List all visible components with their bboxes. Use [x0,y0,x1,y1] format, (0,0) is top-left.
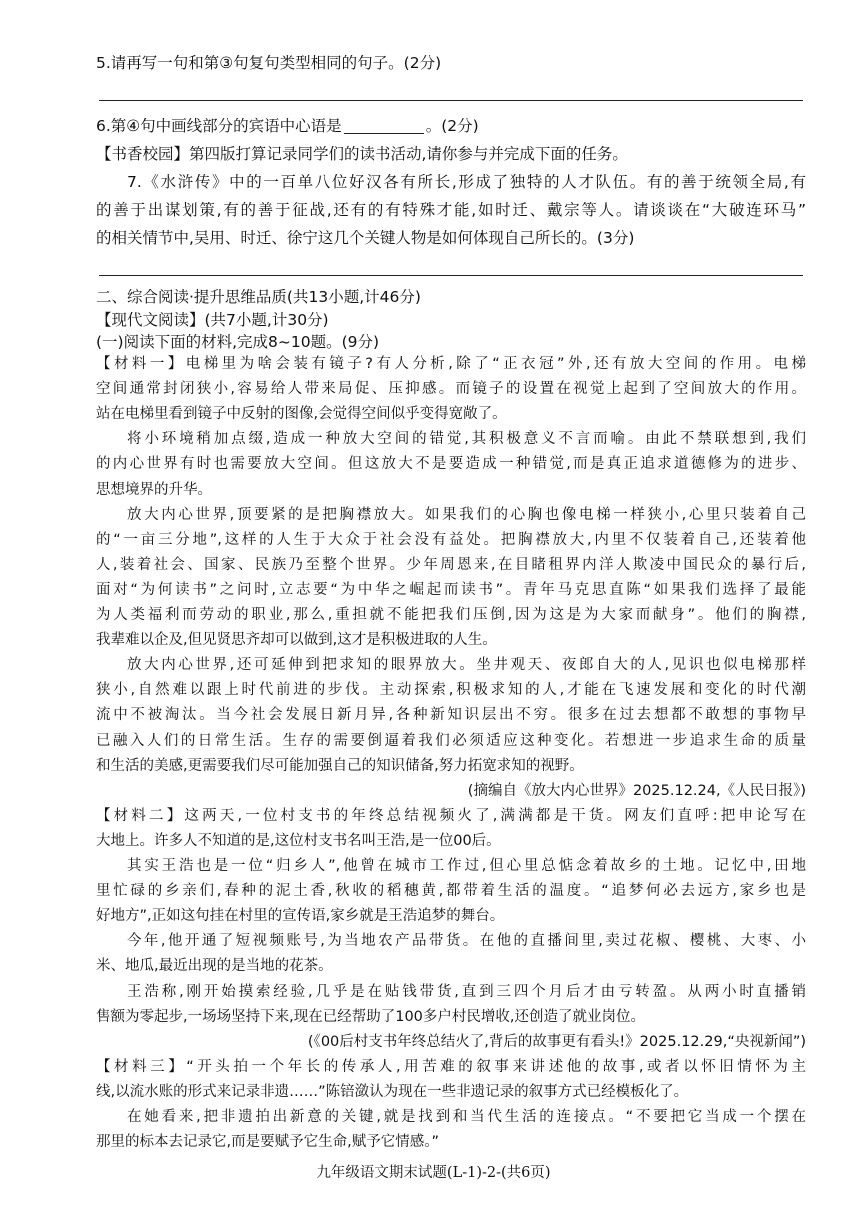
material-text-line: 流中不被淘汰。当今社会发展日新月异,各种新知识层出不穷。很多在过去想都不敢想的事物早 [96,707,806,724]
material-text-line: 面对“为何读书”之问时,立志要“为中华之崛起而读书”。青年马克思直陈“如果我们选择了最能 [96,581,806,598]
material-text-line: 已融入人们的日常生活。生存的需要倒逼着我们必须适应这种变化。若想进一步追求生命的质量 [96,732,806,749]
material-source: (摘编自《放大内心世界》2025.12.24,《人民日报》) [467,782,806,799]
material-source: (《00后村支书年终总结火了,背后的故事更有看头!》2025.12.29,“央视新闻”) [307,1033,806,1050]
material-text-line: 站在电梯里看到镜子中反射的图像,会觉得空间似乎变得宽敞了。 [96,406,507,423]
answer-line-q5 [99,100,803,101]
material-text-line: 里忙碌的乡亲们,春种的泥土香,秋收的稻穗黄,都带着生活的温度。“追梦何必去远方,家乡也是 [96,883,806,900]
material-text-line: 【材料二】这两天,一位村支书的年终总结视频火了,满满都是干货。网友们直呼:把申论写在 [96,807,806,824]
question-7-line: 的相关情节中,吴用、时迁、徐宁这几个关键人物是如何体现自己所长的。(3分) [96,229,635,247]
material-text-line: 米、地瓜,最近出现的是当地的花茶。 [96,958,333,975]
material-text-line: 放大内心世界,还可延伸到把求知的眼界放大。坐井观天、夜郎自大的人,见识也似电梯那样 [127,657,806,674]
material-text-line: 大地上。许多人不知道的是,这位村支书名叫王浩,是一位00后。 [96,832,501,849]
material-text-line: 的内心世界有时也需要放大空间。但这放大不是要造成一种错觉,而是真正追求道德修为的进步、 [96,456,806,473]
material-text-line: 【材料三】“开头拍一个年长的传承人,用苦难的叙事来讲述他的故事,或者以怀旧情怀为主 [96,1058,806,1075]
material-text-line: 【材料一】电梯里为啥会装有镜子?有人分析,除了“正衣冠”外,还有放大空间的作用。电梯 [96,356,806,372]
material-text-line: 和生活的美感,更需要我们尽可能加强自己的知识储备,努力拓宽求知的视野。 [96,757,584,774]
material-text-line: 放大内心世界,顶要紧的是把胸襟放大。如果我们的心胸也像电梯一样狭小,心里只装着自己 [127,506,806,523]
question-7-line: 7.《水浒传》中的一百单八位好汉各有所长,形成了独特的人才队伍。有的善于统领全局,有 [127,173,806,191]
answer-line-q7 [99,275,803,276]
campus-intro: 【书香校园】第四版打算记录同学们的读书活动,请你参与并完成下面的任务。 [96,145,628,163]
material-text-line: 王浩称,刚开始摸索经验,几乎是在贴钱带货,直到三四个月后才由亏转盈。从两小时直播销 [127,983,806,1000]
question-6-text: 6.第④句中画线部分的宾语中心语是 [96,117,342,135]
part-1-title: (一)阅读下面的材料,完成8~10题。(9分) [96,333,380,351]
answer-blank-q6 [344,117,424,134]
material-text-line: 其实王浩也是一位“归乡人”,他曾在城市工作过,但心里总惦念着故乡的土地。记忆中,田地 [127,858,806,874]
material-text-line: 售额为零起步,一场场坚持下来,现在已经帮助了100多户村民增收,还创造了就业岗位。 [96,1008,646,1025]
material-text-line: 我辈难以企及,但见贤思齐却可以做到,这才是积极进取的人生。 [96,632,497,649]
question-7-line: 的善于出谋划策,有的善于征战,还有的有特殊才能,如时迁、戴宗等人。请谈谈在“大破连环马” [96,201,806,219]
material-text-line: 线,以流水账的形式来记录非遗……”陈锫潋认为现在一些非遗记录的叙事方式已经模板化了。 [96,1083,689,1100]
material-text-line: 为人类福利而劳动的职业,那么,重担就不能把我们压倒,因为这是为大家而献身”。他们的胸襟, [96,607,806,623]
section-2-title: 二、综合阅读·提升思维品质(共13小题,计46分) [96,288,421,306]
material-text-line: 今年,他开通了短视频账号,为当地农产品带货。在他的直播间里,卖过花椒、樱桃、大枣、小 [127,933,806,950]
material-text-line: 思想境界的升华。 [96,481,212,498]
question-6 [96,115,806,137]
question-5: 5.请再写一句和第③句复句类型相同的句子。(2分) [96,54,442,72]
material-text-line: 的“一亩三分地”,这样的人生于大众于社会没有益处。把胸襟放大,内里不仅装着自己,还装着他 [96,531,806,548]
material-text-line: 将小环境稍加点缀,造成一种放大空间的错觉,其积极意义不言而喻。由此不禁联想到,我们 [127,431,806,448]
modern-reading-title: 【现代文阅读】(共7小题,计30分) [96,311,329,329]
material-text-line: 好地方”,正如这句挂在村里的宣传语,家乡就是王浩追梦的舞台。 [96,908,505,925]
question-6-score: 。(2分) [425,117,479,135]
material-text-line: 狭小,自然难以跟上时代前进的步伐。主动探索,积极求知的人,才能在飞速发展和变化的时代潮 [96,682,806,699]
material-text-line: 那里的标本去记录它,而是要赋予它生命,赋予它情感。” [96,1134,439,1151]
material-text-line: 空间通常封闭狭小,容易给人带来局促、压抑感。而镜子的设置在视觉上起到了空间放大的作用。 [96,381,806,398]
material-text-line: 人,装着社会、国家、民族乃至整个世界。少年周恩来,在目睹租界内洋人欺凌中国民众的暴行后, [96,556,806,573]
material-text-line: 在她看来,把非遗拍出新意的关键,就是找到和当代生活的连接点。“不要把它当成一个摆在 [127,1109,806,1125]
page-footer: 九年级语文期末试题(L-1)-2-(共6页) [316,1165,551,1181]
